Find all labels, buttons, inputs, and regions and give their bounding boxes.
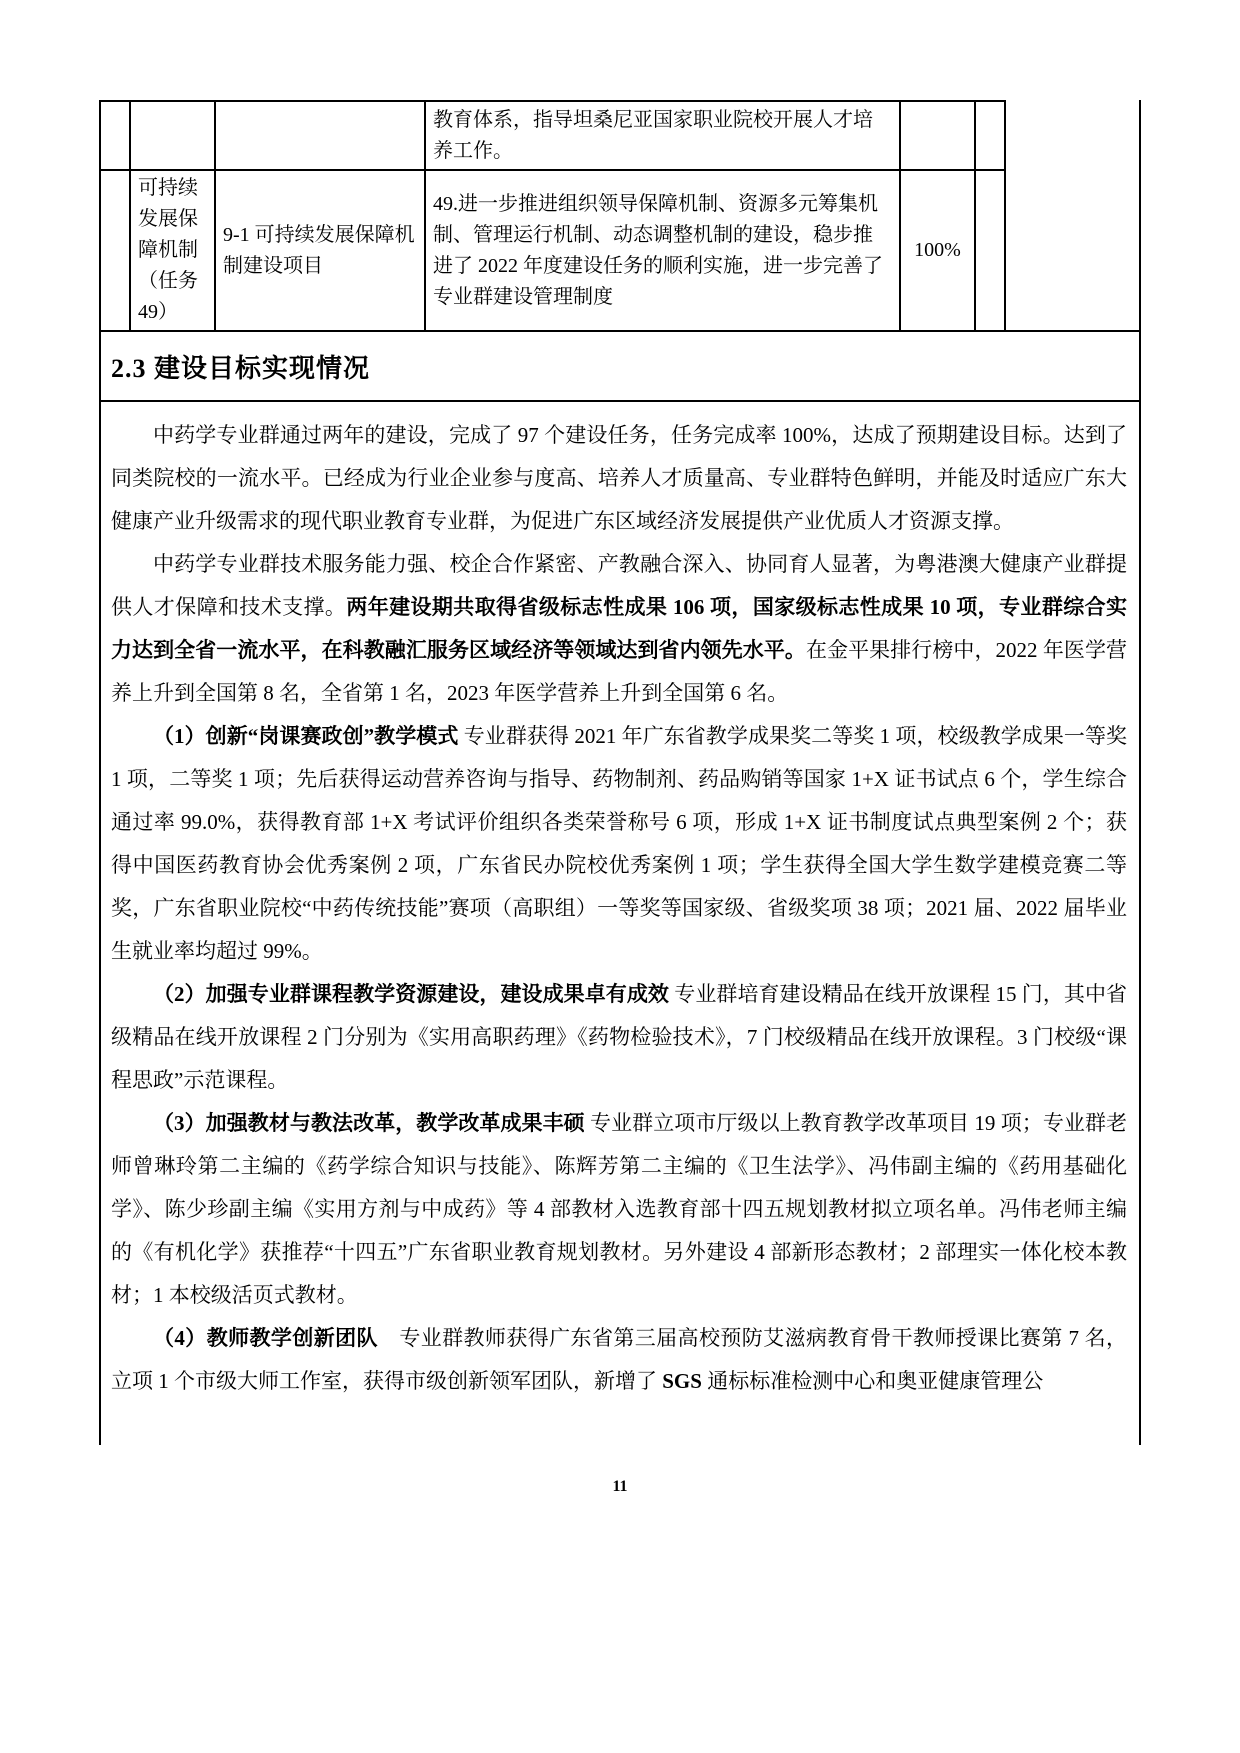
task-progress-partial-cell: 教育体系，指导坦桑尼亚国家职业院校开展人才培养工作。	[425, 101, 900, 170]
text-run: 在金平果排行榜中，2022 年医学营养上升到全国第 8 名，全省第 1 名，2023 年医学营养上升到全国第 6 名。	[111, 638, 1128, 705]
project-name-cell: 9-1 可持续发展保障机制建设项目	[215, 170, 425, 330]
text-run: 专业群获得 2021 年广东省教学成果奖二等奖 1 项，校级教学成果一等奖 1 项，二等奖 1 项；先后获得运动营养咨询与指导、药物制剂、药品购销等国家 1+X 证书试点 6 个，学生综合通过率 99.0%，获得教育部 1+X 考试评价组织各类荣誉称号 6 项，形成 1+X 证书制度试点典型案例 2 个；获得中国医药教育协会优秀案例 2 项，广东省民办院校优秀案例 1 项；学生获得全国大学生数学建模竞赛二等奖，广东省职业院校“中药传统技能”赛项（高职组）一等奖等国家级、省级奖项 38 项；2021 届、2022 届毕业生就业率均超过 99%。	[111, 724, 1128, 963]
text-run: 中药学专业群通过两年的建设，完成了 97 个建设任务，任务完成率 100%，达成了预期建设目标。达到了同类院校的一流水平。已经成为行业企业参与度高、培养人才质量高、专业群特色鲜明，并能及时适应广东大健康产业升级需求的现代职业教育专业群，为促进广东区域经济发展提供产业优质人才资源支撑。	[111, 423, 1127, 533]
text-run: （3）加强教材与教法改革，教学改革成果丰硕	[153, 1111, 591, 1135]
page-number: 11	[612, 1478, 628, 1495]
body-text	[101, 402, 1139, 1403]
empty-cell	[100, 101, 130, 170]
text-run: 专业群教师获得广东省第三届高校预防艾滋病教育骨干教师授课比赛第 7 名，立项 1 个市级大师工作室，获得市级创新领军团队，新增了	[111, 1326, 1127, 1393]
completion-rate-cell: 100%	[900, 170, 975, 330]
text-run: 中药学专业群技术服务能力强、校企合作紧密、产教融合深入、协同育人显著，为粤港澳大健康产业群提供人才保障和技术支撑。	[111, 552, 1127, 619]
task-progress-cell: 49.进一步推进组织领导保障机制、资源多元筹集机制、管理运行机制、动态调整机制的建设，稳步推进了 2022 年度建设任务的顺利实施，进一步完善了专业群建设管理制度	[425, 170, 900, 330]
paragraph	[111, 715, 1127, 973]
empty-cell	[100, 170, 130, 330]
table-row-partial	[100, 101, 1005, 170]
section-heading: 2.3 建设目标实现情况	[101, 330, 1139, 402]
text-run: 专业群立项市厅级以上教育教学改革项目 19 项；专业群老师曾琳玲第二主编的《药学综合知识与技能》、陈辉芳第二主编的《卫生法学》、冯伟副主编的《药用基础化学》、陈少珍副主编《实用方剂与中成药》等 4 部教材入选教育部十四五规划教材拟立项名单。冯伟老师主编的《有机化学》获推荐“十四五”广东省职业教育规划教材。另外建设 4 部新形态教材；2 部理实一体化校本教材；1 本校级活页式教材。	[111, 1111, 1128, 1307]
empty-cell	[130, 101, 215, 170]
empty-cell	[975, 170, 1005, 330]
task-name-cell: 可持续发展保障机制（任务49）	[130, 170, 215, 330]
text-run: （2）加强专业群课程教学资源建设，建设成果卓有成效	[153, 982, 675, 1006]
paragraph	[111, 1317, 1127, 1403]
empty-cell	[215, 101, 425, 170]
table-row-sustain	[100, 170, 1005, 330]
empty-cell	[975, 101, 1005, 170]
text-run: 专业群培育建设精品在线开放课程 15 门，其中省级精品在线开放课程 2 门分别为《实用高职药理》《药物检验技术》，7 门校级精品在线开放课程。3 门校级“课程思政”示范课程。	[111, 982, 1128, 1092]
content-frame	[99, 100, 1141, 1445]
text-run: （4）教师教学创新团队	[153, 1326, 400, 1350]
paragraph	[111, 973, 1127, 1102]
tasks-table	[99, 100, 1006, 330]
paragraph	[111, 1102, 1127, 1317]
text-run: （1）创新“岗课赛政创”教学模式	[153, 724, 464, 748]
empty-cell	[900, 101, 975, 170]
paragraph	[111, 414, 1127, 543]
text-run: 通标标准检测中心和奥亚健康管理公	[701, 1369, 1044, 1393]
text-run: 两年建设期共取得省级标志性成果 106 项，国家级标志性成果 10 项，专业群综合实力达到全省一流水平，在科教融汇服务区域经济等领域达到省内领先水平。	[111, 595, 1128, 662]
text-run: SGS	[662, 1369, 702, 1393]
paragraph	[111, 543, 1127, 715]
